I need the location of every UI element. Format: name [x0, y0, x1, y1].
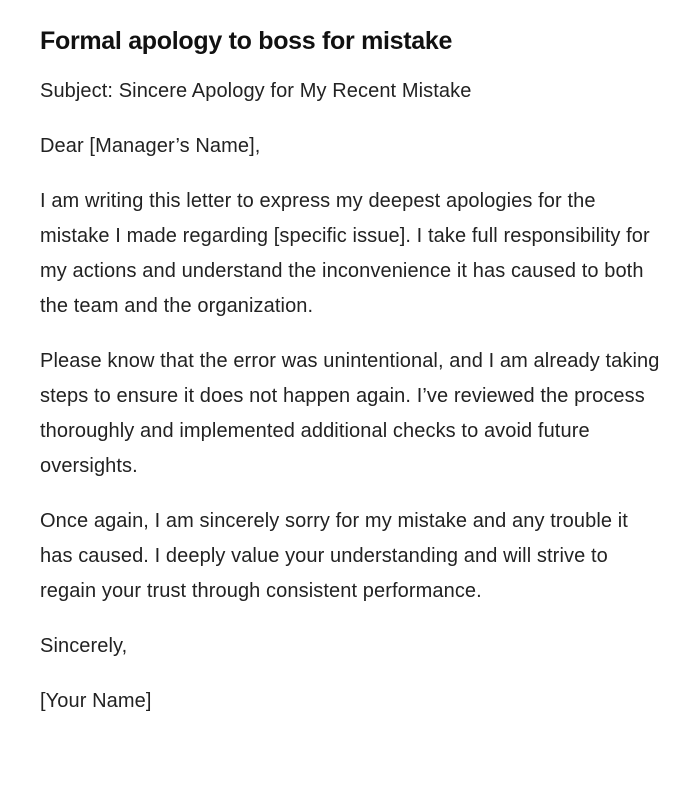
letter-body-paragraph-3: Once again, I am sincerely sorry for my mistake and any trouble it has caused. I deeply value your understanding and will strive to regain your trust through consistent performance. — [40, 510, 628, 602]
letter-body-paragraph-1: I am writing this letter to express my deepest apologies for the mistake I made regarding [specific issue]. I take full responsibility for my actions and understand the inconvenience it has caused to both the team and the organization. — [40, 190, 650, 317]
letter-subject: Subject: Sincere Apology for My Recent Mistake — [40, 80, 472, 102]
letter-body-paragraph-2: Please know that the error was unintentional, and I am already taking steps to ensure it does not happen again. I’ve reviewed the process thoroughly and implemented additional checks to avoid future oversights. — [40, 350, 660, 477]
letter-signature: [Your Name] — [40, 690, 152, 712]
page-title: Formal apology to boss for mistake — [40, 27, 453, 55]
letter-salutation: Dear [Manager’s Name], — [40, 135, 261, 157]
letter-closing: Sincerely, — [40, 635, 128, 657]
